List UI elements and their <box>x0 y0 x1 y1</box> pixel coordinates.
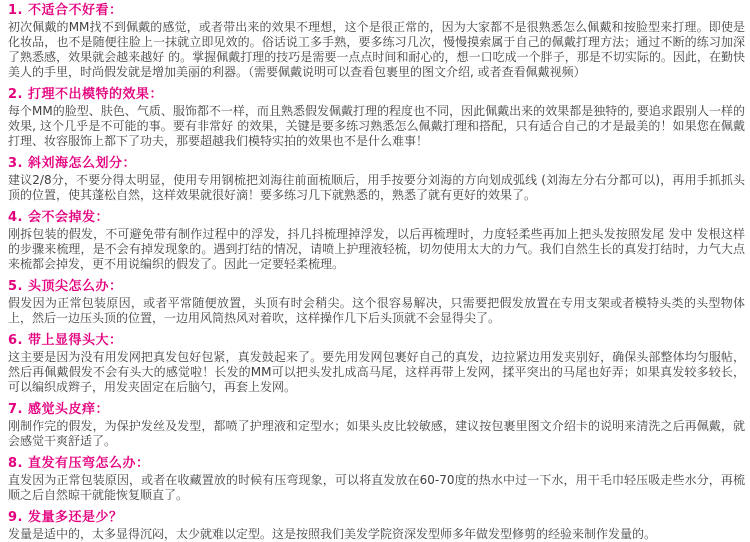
faq-item-heading: 6. 带上显得头大： <box>8 333 123 348</box>
faq-item-body: 假发因为正常包装原因，或者平常随便放置，头顶有时会稍尖。这个很容易解决，只需要把假发放置在专用支架或者模特头类的头型物体上，然后一边压头顶的位置，一边用风筒热风对着吹，这样操作几下后头顶就不会显得尖了。 <box>8 296 745 325</box>
faq-item-body: 直发因为正常包装原因，或者在收藏置放的时候有压弯现象，可以将直发放在60-70度的热水中过一下水，用干毛巾轻压吸走些水分，再梳顺之后自然晾干就能恢复顺直了。 <box>8 473 745 502</box>
faq-item-heading: 3. 斜刘海怎么划分： <box>8 156 137 171</box>
faq-item <box>8 402 745 449</box>
faq-item <box>8 333 745 395</box>
faq-item <box>8 456 745 503</box>
faq-item-heading: 7. 感觉头皮痒： <box>8 402 110 417</box>
faq-item-heading: 1. 不适合不好看： <box>8 3 123 18</box>
faq-item <box>8 3 745 80</box>
faq-item-body: 发量是适中的，太多显得沉闷，太少就难以定型。这是按照我们美发学院资深发型师多年做发型修剪的经验来制作发量的。 <box>8 527 657 541</box>
faq-item-heading: 8. 直发有压弯怎么办： <box>8 456 150 471</box>
faq-item <box>8 210 745 272</box>
faq-item-heading: 2. 打理不出模特的效果： <box>8 87 164 102</box>
faq-item <box>8 510 745 542</box>
faq-item-body: 刚拆包装的假发，不可避免带有制作过程中的浮发，抖几抖梳理掉浮发，以后再梳理时，力度轻柔些再加上把头发按照发尾 发中 发根这样的步骤来梳理，是不会有掉发现象的。遇到打结的情况，请喷上护理液轻梳，切勿使用太大的力气。我们自然生长的真发打结时，力气大点来梳都会掉发，更不用说编织的假发了。因此一定要轻柔梳理。 <box>8 227 745 271</box>
faq-item <box>8 279 745 326</box>
faq-item-body: 初次佩戴的MM找不到佩戴的感觉，或者带出来的效果不理想，这个是很正常的，因为大家都不是很熟悉怎么佩戴和按脸型来打理。即使是化妆品，也不是随便往脸上一抹就立即见效的。俗话说工多手熟，要多练习几次，慢慢摸索属于自己的佩戴打理方法；通过不断的练习加深了熟悉感，效果就会越来越好 的。掌握佩戴打理的技巧是需要一点点时间和耐心的，想一口吃成一个胖子，那是不切实际的。因此，在勤快美人的手里，时尚假发就是增加美丽的利器。（需要佩戴说明可以查看包裹里的图文介绍, 或者查看佩戴视频） <box>8 20 745 79</box>
faq-item-body: 这主要是因为没有用发网把真发包好包紧，真发鼓起来了。要先用发网包裹好自己的真发，边拉紧边用发夹别好，确保头部整体均匀服帖，然后再佩戴假发不会有头大的感觉啦！长发的MM可以把头发扎成高马尾，这样再带上发网，揉平突出的马尾也好弄；如果真发较多较长，可以编织成辫子，用发夹固定在后脑勺，再套上发网。 <box>8 350 745 394</box>
faq-item-body: 刚制作完的假发，为保护发丝及发型，都喷了护理液和定型水；如果头皮比较敏感，建议按包裹里图文介绍卡的说明来清洗之后再佩戴，就会感觉干爽舒适了。 <box>8 419 745 448</box>
faq-item-body: 每个MM的脸型、肤色、气质、服饰都不一样，而且熟悉假发佩戴打理的程度也不同，因此佩戴出来的效果都是独特的, 要追求跟别人一样的效果, 这个几乎是不可能的事。要有非常好 的效果，关键是要多练习熟悉怎么佩戴打理和搭配，只有适合自己的才是最美的！如果您在佩戴打理、妆容服饰上都下了功夫，那要超越我们模特实拍的效果也不是什么难事！ <box>8 104 745 148</box>
faq-item <box>8 87 745 149</box>
faq-item-body: 建议2/8分，不要分得太明显，使用专用钢梳把刘海往前面梳顺后，用手按要分刘海的方向划成弧线 (刘海左分右分都可以)，再用手抓抓头顶的位置，使其蓬松自然，这样效果就很好滴！要多练习几下就熟悉的，熟悉了就有更好的效果了。 <box>8 173 745 202</box>
faq-item-heading: 9. 发量多还是少？ <box>8 510 123 525</box>
faq-item-heading: 4. 会不会掉发： <box>8 210 110 225</box>
faq-item-heading: 5. 头顶尖怎么办： <box>8 279 123 294</box>
faq-item <box>8 156 745 203</box>
